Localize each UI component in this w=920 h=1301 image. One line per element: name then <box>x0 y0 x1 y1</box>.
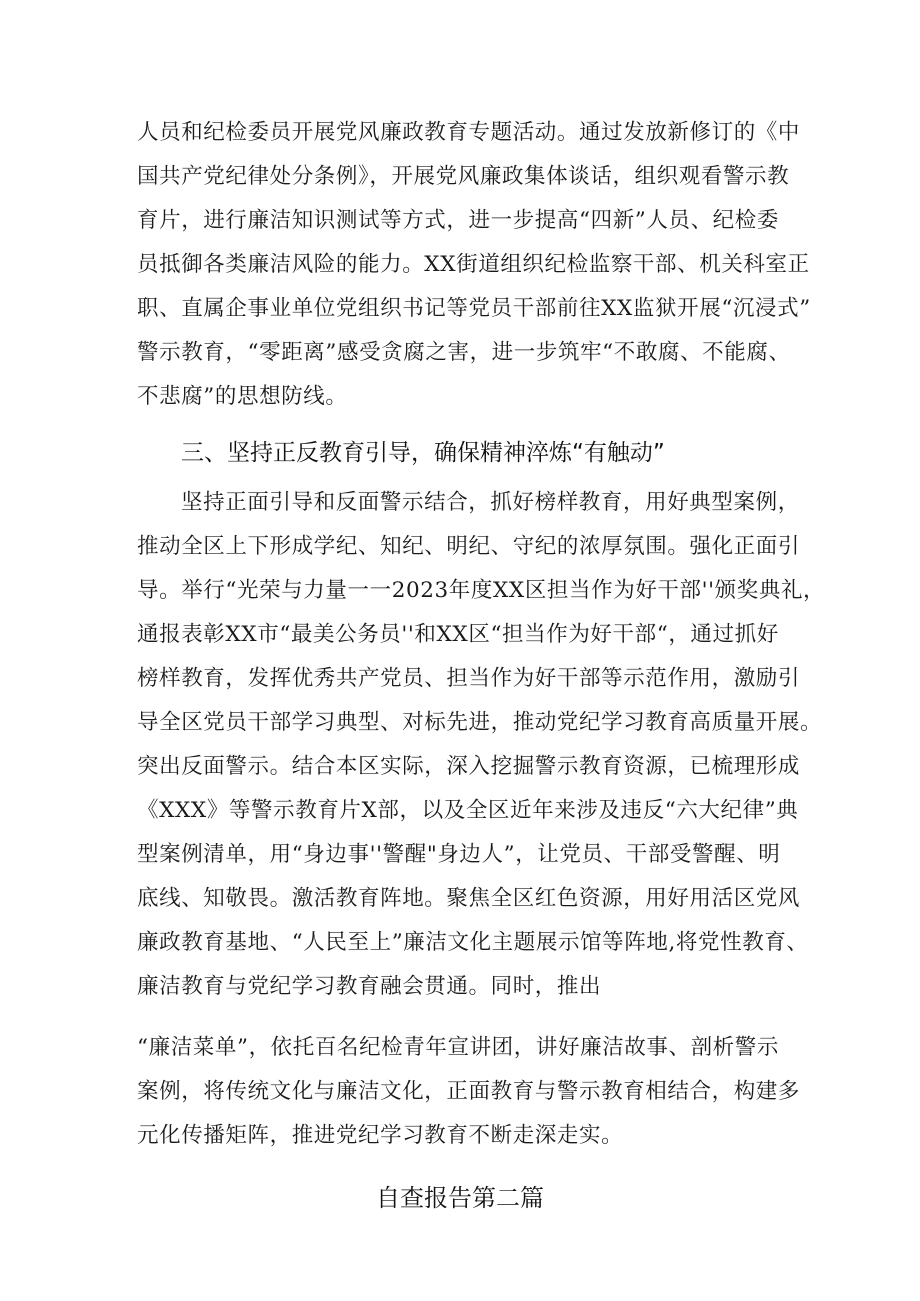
paragraph-line: 国共产党纪律处分条例》，开展党风廉政集体谈话，组织观看警示教 <box>137 164 790 189</box>
paragraph-line: 导全区党员干部学习典型、对标先进，推动党纪学习教育高质量开展。 <box>137 710 823 735</box>
paragraph-line: 《XXX》等警示教育片X部，以及全区近年来涉及违反“六大纪律”典 <box>137 798 799 823</box>
paragraph-line: 员抵御各类廉洁风险的能力。XX街道组织纪检监察干部、机关科室正 <box>137 252 810 277</box>
section-heading: 三、坚持正反教育引导，确保精神淬炼“有触动” <box>181 440 665 466</box>
paragraph-line: 廉洁教育与党纪学习教育融会贯通。同时，推出 <box>137 974 602 999</box>
paragraph-line: 榜样教育，发挥优秀共产党员、担当作为好干部等示范作用，激励引 <box>137 666 801 691</box>
paragraph-line: 人员和纪检委员开展党风廉政教育专题活动。通过发放新修订的《中 <box>137 120 801 145</box>
paragraph-line: 元化传播矩阵，推进党纪学习教育不断走深走实。 <box>137 1123 624 1148</box>
paragraph-line: 警示教育，“零距离”感受贪腐之害，进一步筑牢“不敢腐、不能腐、 <box>137 340 791 365</box>
paragraph-line: 底线、知敬畏。激活教育阵地。聚焦全区红色资源，用好用活区党风 <box>137 886 801 911</box>
paragraph-line: 案例，将传统文化与廉洁文化，正面教育与警示教育相结合，构建多 <box>137 1079 801 1104</box>
paragraph-line: 不悲腐”的思想防线。 <box>137 384 348 409</box>
paragraph-line: 职、直属企事业单位党组织书记等党员干部前往XX监狱开展“沉浸式” <box>137 296 811 321</box>
paragraph-line: 通报表彰XX市“最美公务员''和XX区“担当作为好干部“，通过抓好 <box>137 622 779 647</box>
paragraph-line-indented: 坚持正面引导和反面警示结合，抓好榜样教育，用好典型案例， <box>181 490 800 515</box>
paragraph-line: 廉政教育基地、“人民至上”廉洁文化主题展示馆等阵地,将党性教育、 <box>137 930 809 955</box>
paragraph-line: 推动全区上下形成学纪、知纪、明纪、守纪的浓厚氛围。强化正面引 <box>137 534 801 559</box>
next-document-title: 自查报告第二篇 <box>376 1184 544 1212</box>
paragraph-line: 突出反面警示。结合本区实际，深入挖掘警示教育资源，已梳理形成 <box>137 754 801 779</box>
paragraph-line: “廉洁菜单”，依托百名纪检青年宣讲团，讲好廉洁故事、剖析警示 <box>137 1035 779 1060</box>
paragraph-line: 育片，进行廉洁知识测试等方式，进一步提高“四新”人员、纪检委 <box>137 208 779 233</box>
paragraph-line: 导。举行“光荣与力量一一2023年度XX区担当作为好干部''颁奖典礼， <box>137 578 826 603</box>
paragraph-line: 型案例清单，用“身边事''警醒"身边人”，让党员、干部受警醒、明 <box>137 842 781 867</box>
